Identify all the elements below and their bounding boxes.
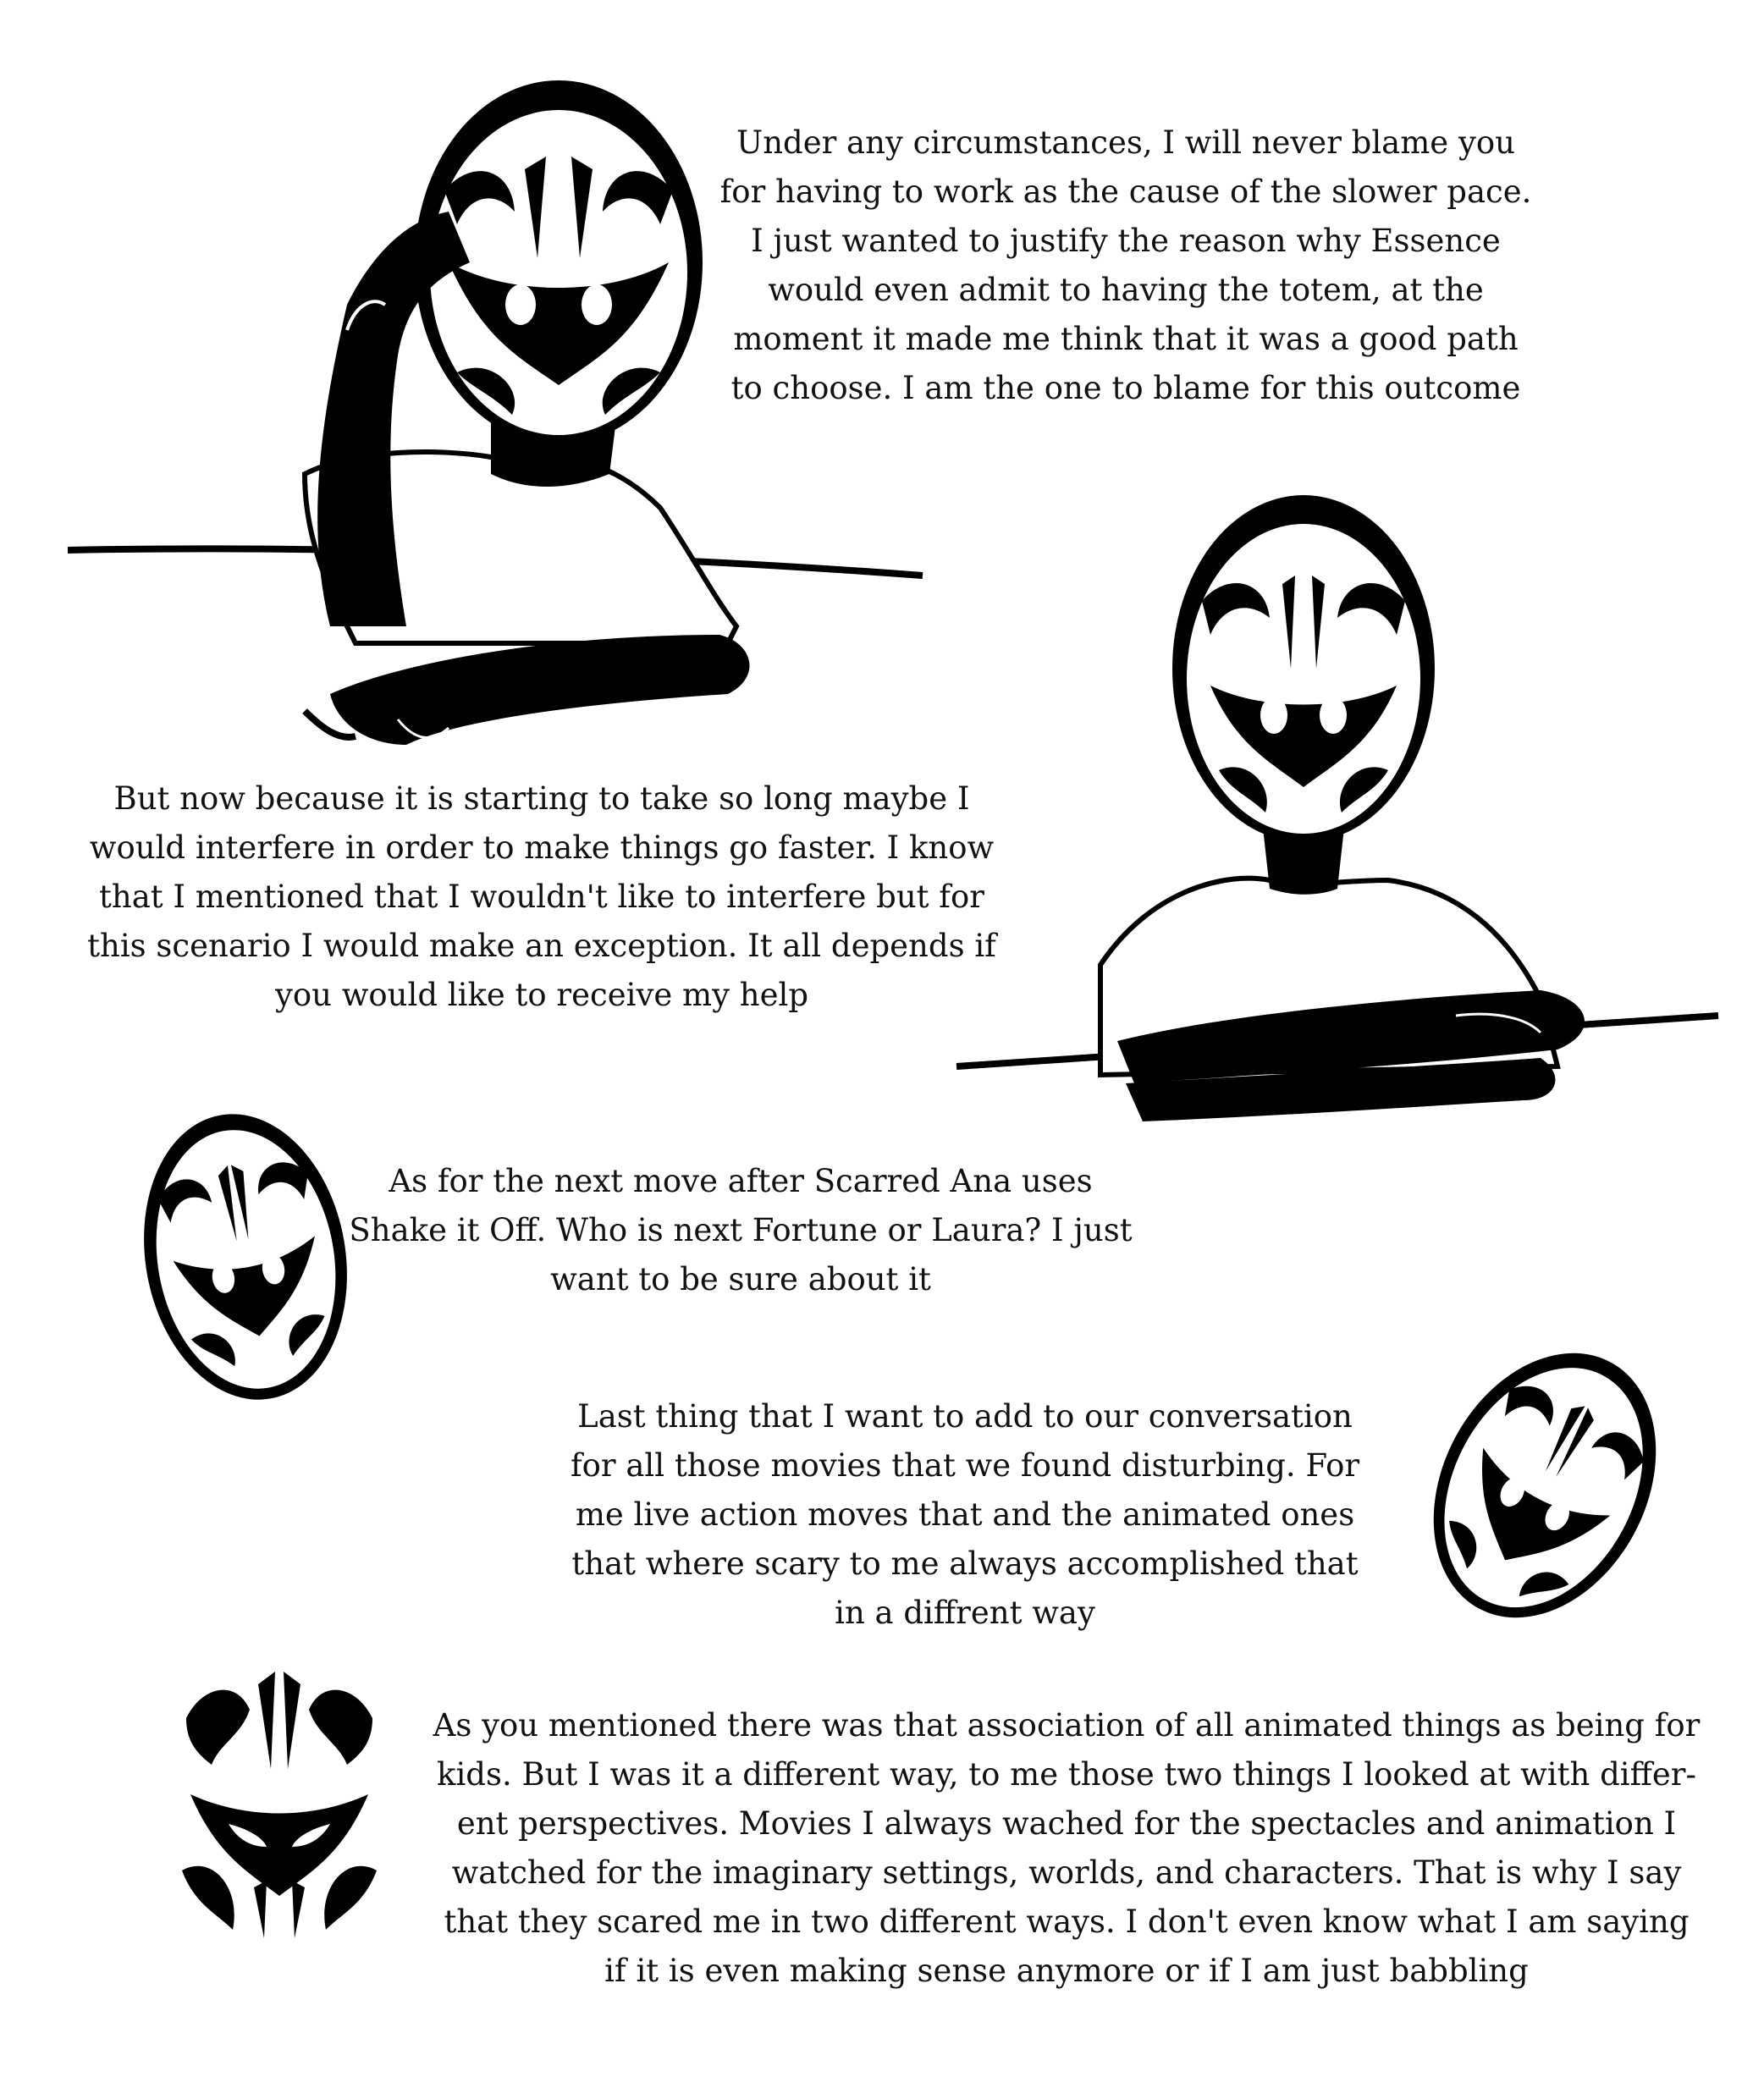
paragraph-line: As for the next move after Scarred Ana uses — [389, 1163, 1093, 1199]
paragraph-line: that I mentioned that I wouldn't like to interfere but for — [99, 879, 984, 915]
paragraph-line: you would like to receive my help — [274, 977, 809, 1013]
paragraph-line: would even admit to having the totem, at the — [768, 272, 1484, 308]
paragraph-line: Shake it Off. Who is next Fortune or Laura? I just — [349, 1212, 1133, 1248]
paragraph-line: Under any circumstances, I will never blame you — [736, 124, 1515, 161]
paragraph-line: ent perspectives. Movies I always wached for the spectacles and animation I — [456, 1805, 1677, 1842]
paragraph-line: this scenario I would make an exception. It all depends if — [87, 928, 996, 964]
paragraph-line: for all those movies that we found disturbing. For — [570, 1447, 1360, 1484]
paragraph-1 — [711, 118, 1541, 413]
paragraph-line: Last thing that I want to add to our conversation — [577, 1398, 1353, 1435]
paragraph-line: to choose. I am the one to blame for this outcome — [730, 370, 1521, 406]
paragraph-line: if it is even making sense anymore or if I am just babbling — [604, 1953, 1529, 1989]
paragraph-5 — [406, 1701, 1727, 1996]
paragraph-line: in a diffrent way — [835, 1595, 1095, 1631]
paragraph-3 — [339, 1157, 1143, 1304]
paragraph-line: kids. But I was it a different way, to me those two things I looked at with differ- — [437, 1756, 1696, 1793]
paragraph-line: for having to work as the cause of the slower pace. — [719, 174, 1532, 210]
mask-tilted-right — [1409, 1329, 1680, 1642]
paragraph-2 — [51, 774, 1033, 1020]
paragraph-line: I just wanted to justify the reason why Essence — [751, 223, 1501, 259]
paragraph-line: that where scary to me always accomplished that — [571, 1545, 1359, 1582]
paragraph-line: But now because it is starting to take so long maybe I — [113, 780, 970, 817]
mask-tilted-left — [127, 1092, 364, 1422]
paragraph-line: me live action moves that and the animated ones — [575, 1496, 1355, 1533]
paragraph-line: As you mentioned there was that association of all animated things as being for — [433, 1707, 1701, 1744]
paragraph-line: that they scared me in two different ways. I don't even know what I am saying — [444, 1903, 1690, 1940]
paragraph-line: want to be sure about it — [550, 1261, 931, 1297]
paragraph-line: moment it made me think that it was a good path — [733, 321, 1519, 357]
figure-arms-crossed — [948, 491, 1727, 1151]
mask-markings-only — [169, 1659, 389, 1947]
paragraph-line: would interfere in order to make things go faster. I know — [89, 829, 995, 866]
paragraph-4 — [533, 1392, 1397, 1638]
paragraph-line: watched for the imaginary settings, worlds, and characters. That is why I say — [451, 1854, 1682, 1891]
